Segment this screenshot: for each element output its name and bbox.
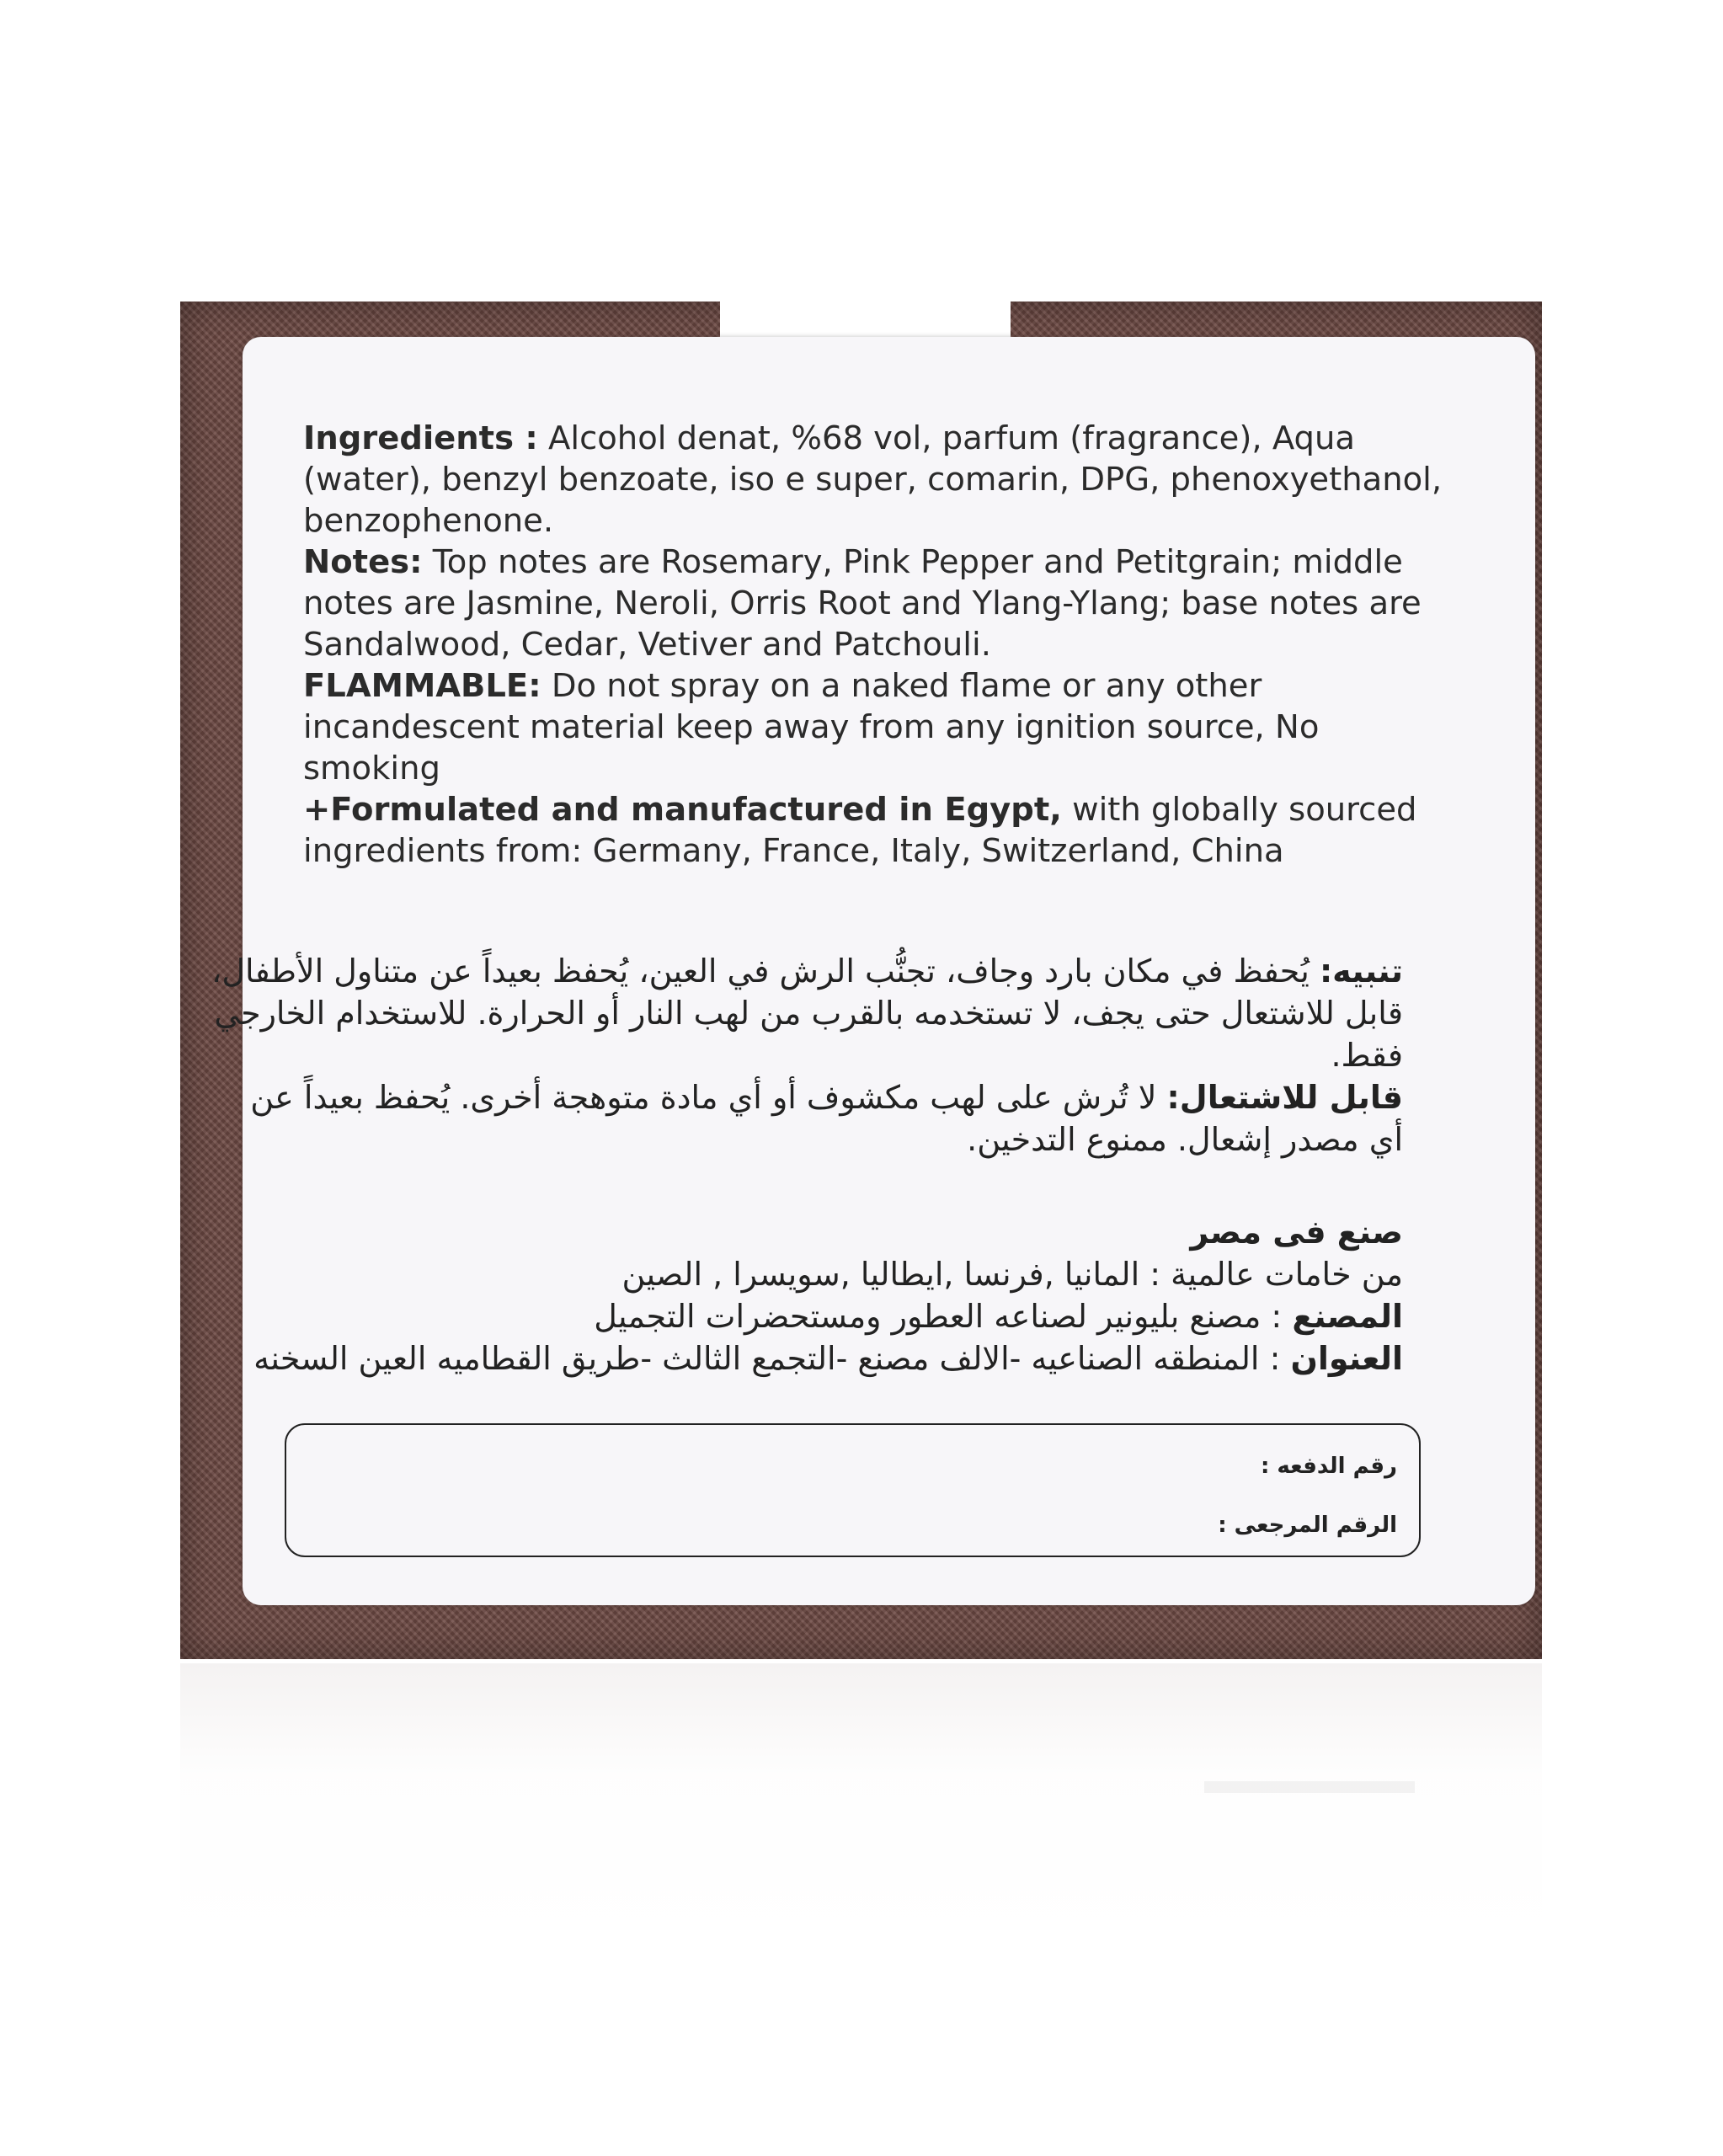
ingredients-label: Ingredients : <box>303 419 538 457</box>
arabic-warning-text <box>207 950 1403 1161</box>
arabic-address-paragraph <box>207 1337 1403 1380</box>
reflection-text-ghost <box>1204 1781 1415 1793</box>
flammable-label: FLAMMABLE: <box>303 667 541 705</box>
arabic-manufacturer-paragraph <box>207 1295 1403 1337</box>
ingredients-text: Alcohol denat, %68 vol, parfum (fragrance), Aqua (water), benzyl benzoate, iso e super, comarin, DPG, phenoxyethanol, benzophenone. <box>303 419 1443 540</box>
notes-text: Top notes are Rosemary, Pink Pepper and Petitgrain; middle notes are Jasmine, Neroli, Orris Root and Ylang-Ylang; base notes are Sandalwood, Cedar, Vetiver and Patchouli. <box>303 543 1422 664</box>
arabic-manufacturer-body: : مصنع بليونير لصناعه العطور ومستحضرات التجميل <box>594 1298 1293 1335</box>
origin-text: with globally sourced ingredients from: Germany, France, Italy, Switzerland, China <box>303 791 1417 870</box>
arabic-warning-paragraph <box>207 950 1403 1076</box>
arabic-address-label: العنوان <box>1290 1340 1403 1377</box>
arabic-warning-label: تنبيه: <box>1319 953 1403 990</box>
arabic-flammable-paragraph <box>207 1076 1403 1161</box>
flammable-text: Do not spray on a naked flame or any other incandescent material keep away from any ignition source, No smoking <box>303 667 1320 787</box>
origin-paragraph <box>303 789 1448 872</box>
batch-number-label: رقم الدفعه : <box>1260 1454 1397 1479</box>
ingredients-paragraph <box>303 418 1448 542</box>
arabic-flammable-label: قابل للاشتعال: <box>1166 1079 1403 1116</box>
arabic-flammable-body: لا تُرش على لهب مكشوف أو أي مادة متوهجة أخرى. يُحفظ بعيداً عن أي مصدر إشعال. ممنوع التدخين. <box>250 1079 1403 1158</box>
arabic-manufacturer-text <box>207 1211 1403 1380</box>
made-in-egypt: صنع فى مصر <box>1190 1214 1403 1251</box>
arabic-address-body: : المنطقه الصناعيه -الالف مصنع -التجمع الثالث -طريق القطاميه العين السخنه <box>253 1340 1291 1377</box>
flammable-paragraph <box>303 665 1448 789</box>
arabic-made-in <box>207 1211 1403 1253</box>
batch-info-box <box>285 1423 1421 1557</box>
notes-paragraph <box>303 542 1448 665</box>
origin-label: +Formulated and manufactured in Egypt, <box>303 791 1062 829</box>
english-info-text <box>303 418 1448 872</box>
arabic-warning-body: يُحفظ في مكان بارد وجاف، تجنُّب الرش في العين، يُحفظ بعيداً عن متناول الأطفال، قابل للاشتعال حتى يجف، لا تستخدمه بالقرب من لهب النار أو الحرارة. للاستخدام الخارجي فقط. <box>211 953 1403 1074</box>
arabic-manufacturer-label: المصنع <box>1292 1298 1403 1335</box>
box-reflection <box>180 1663 1542 1941</box>
reference-number-label: الرقم المرجعى : <box>1218 1513 1397 1538</box>
arabic-materials: من خامات عالمية : المانيا ,فرنسا ,ايطاليا ,سويسرا , الصين <box>621 1256 1403 1293</box>
notes-label: Notes: <box>303 543 423 581</box>
